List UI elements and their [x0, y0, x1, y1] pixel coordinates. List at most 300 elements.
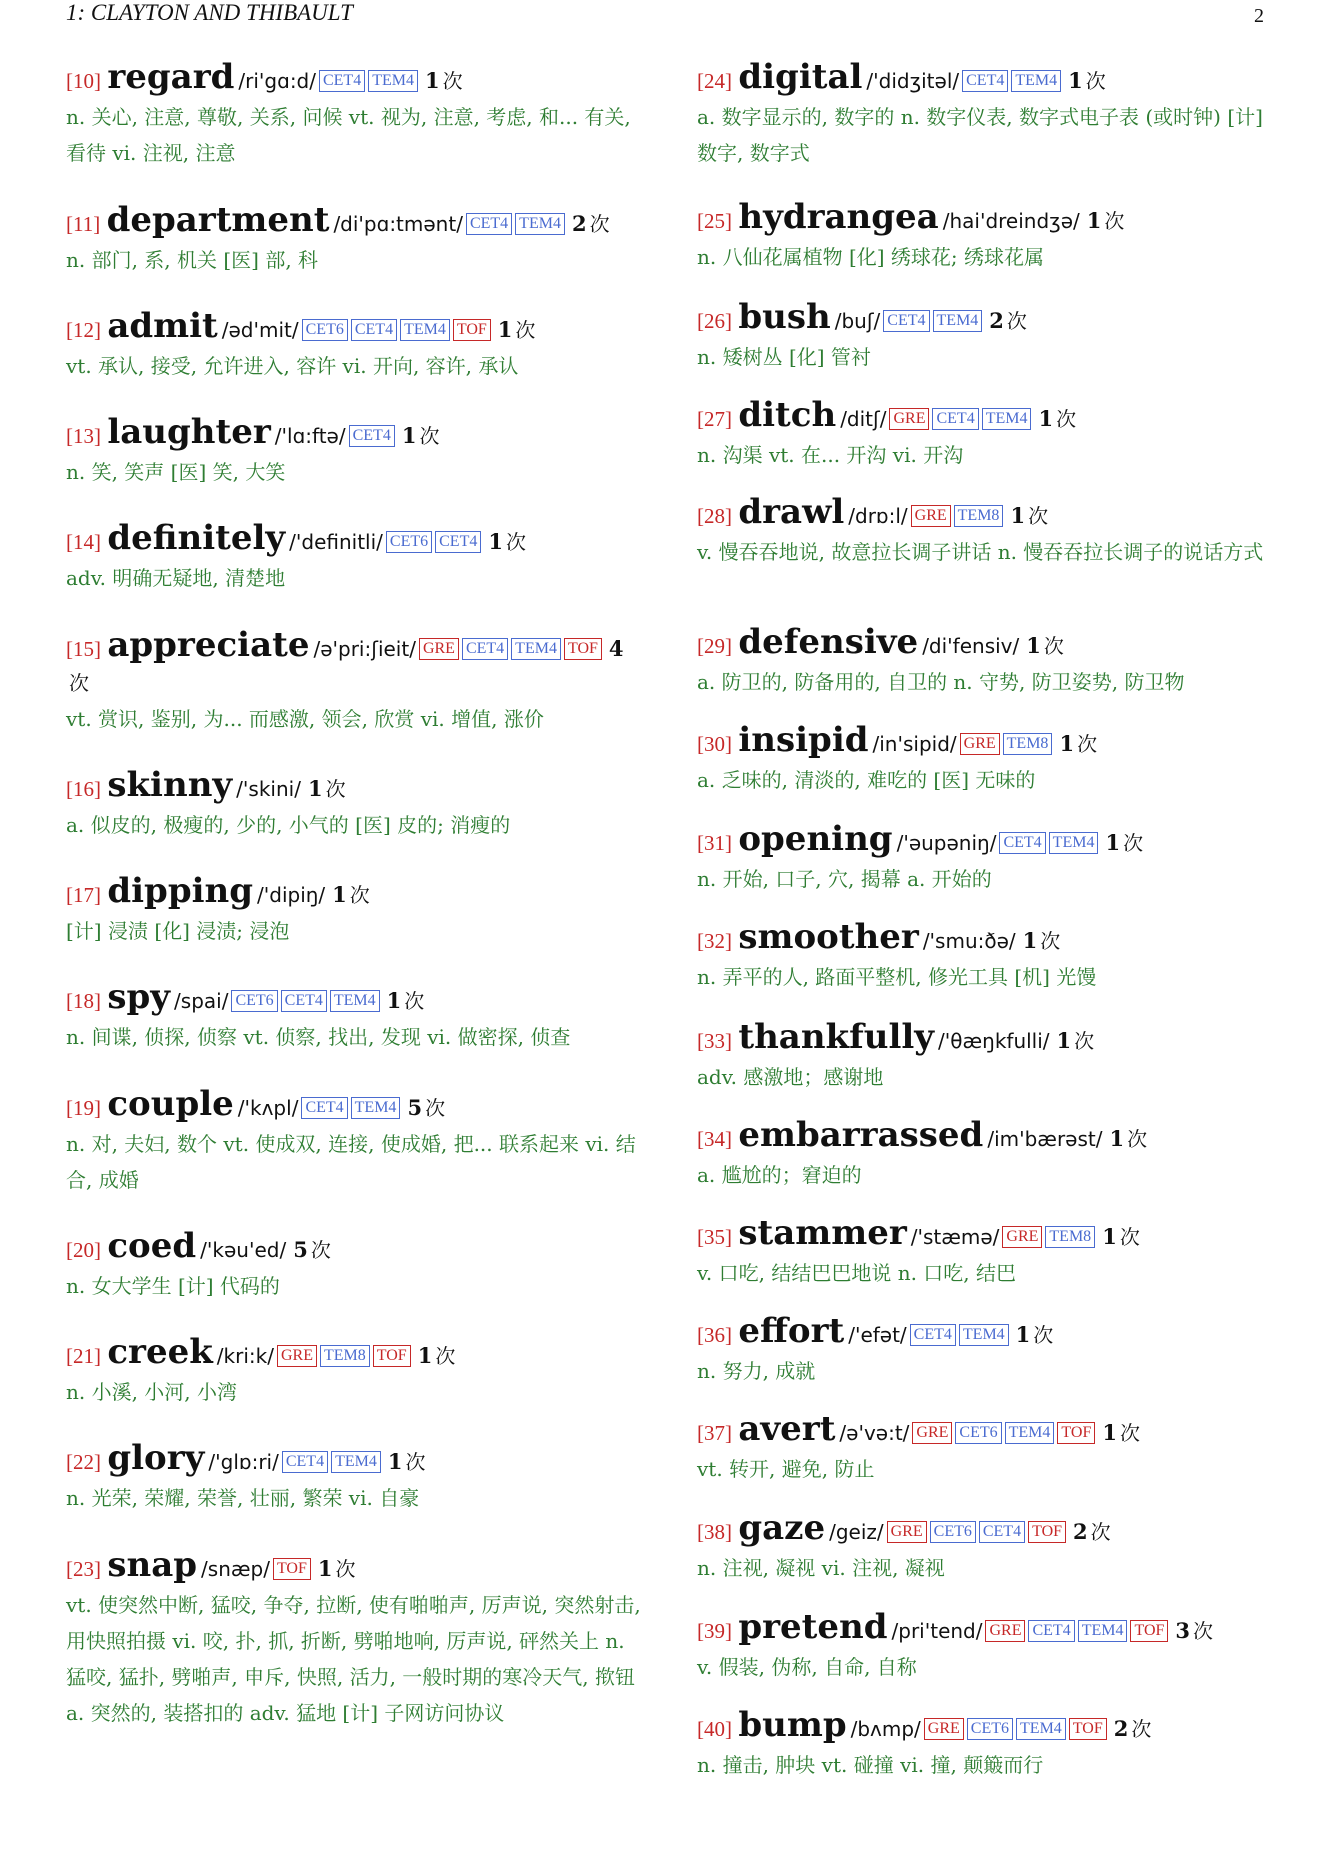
frequency-unit: 次	[1074, 1029, 1095, 1053]
phonetic: /ditʃ/	[840, 407, 887, 431]
entry-headline	[697, 1409, 1275, 1450]
frequency-unit: 次	[505, 530, 526, 554]
frequency-count: 1	[387, 1449, 403, 1474]
exam-tag: CET4	[962, 70, 1008, 92]
exam-tag: TOF	[273, 1558, 311, 1580]
dictionary-entry	[66, 765, 644, 843]
headword: bump	[738, 1705, 847, 1745]
exam-tag: TEM4	[330, 990, 380, 1012]
definition: vt. 使突然中断, 猛咬, 争夺, 拉断, 使有啪啪声, 厉声说, 突然射击, 用快照拍摄 vi. 咬, 扑, 抓, 折断, 劈啪地响, 厉声说, 砰然关上 n. 猛咬, 猛扑, 劈啪声, 申斥, 快照, 活力, 一般时期的寒冷天气, 揿钮 a. 突然的, 装搭扣的 adv. 猛地 [计] 子网访问协议	[66, 1593, 641, 1725]
headword: dipping	[107, 871, 254, 911]
entry-headline	[697, 1705, 1275, 1746]
exam-tag: TEM8	[320, 1345, 370, 1367]
frequency-unit: 次	[1056, 407, 1077, 431]
exam-tag: TEM4	[351, 1097, 401, 1119]
dictionary-entry	[66, 1438, 644, 1516]
phonetic: /'didʒitəl/	[866, 69, 960, 93]
dictionary-entry	[66, 57, 644, 171]
frequency-unit: 次	[515, 318, 536, 342]
entry-headline	[697, 819, 1275, 860]
frequency-unit: 次	[1028, 504, 1049, 528]
entry-index: [15]	[66, 637, 101, 661]
definition: n. 注视, 凝视 vi. 注视, 凝视	[697, 1556, 945, 1580]
exam-tag: CET6	[955, 1422, 1001, 1444]
headword: opening	[738, 819, 893, 859]
exam-tag: CET6	[302, 319, 348, 341]
dictionary-entry	[697, 1115, 1275, 1193]
exam-tag: GRE	[985, 1620, 1025, 1642]
frequency-unit: 次	[310, 1238, 331, 1262]
entry-headline	[66, 1226, 644, 1267]
exam-tag: CET4	[466, 213, 512, 235]
exam-tag: CET4	[932, 408, 978, 430]
exam-tag: CET4	[910, 1324, 956, 1346]
exam-tag: TEM4	[1078, 1620, 1128, 1642]
entry-index: [29]	[697, 634, 732, 658]
entry-headline	[697, 395, 1275, 436]
phonetic: /'kʌpl/	[237, 1096, 299, 1120]
entry-index: [35]	[697, 1225, 732, 1249]
definition: vt. 承认, 接受, 允许进入, 容许 vi. 开向, 容许, 承认	[66, 354, 519, 378]
definition: n. 撞击, 肿块 vt. 碰撞 vi. 撞, 颠簸而行	[697, 1753, 1044, 1777]
frequency-count: 1	[1059, 731, 1075, 756]
frequency-count: 1	[1102, 1224, 1117, 1249]
headword: definitely	[107, 518, 286, 558]
page-number: 2	[1254, 5, 1264, 27]
phonetic: /im'bærəst/	[987, 1127, 1103, 1151]
frequency-count: 1	[1056, 1028, 1072, 1053]
frequency-unit: 次	[1085, 69, 1106, 93]
exam-tag: TOF	[1130, 1620, 1168, 1642]
entry-index: [17]	[66, 883, 101, 907]
headword: glory	[107, 1438, 205, 1478]
frequency-count: 1	[1038, 406, 1054, 431]
frequency-unit: 次	[1006, 309, 1027, 333]
dictionary-entry	[66, 1226, 644, 1304]
headword: department	[106, 200, 330, 240]
definition: v. 口吃, 结结巴巴地说 n. 口吃, 结巴	[697, 1261, 1017, 1285]
entry-index: [11]	[66, 212, 101, 236]
headword: pretend	[738, 1607, 888, 1647]
dictionary-entry	[697, 1705, 1275, 1783]
definition: n. 对, 夫妇, 数个 vt. 使成双, 连接, 使成婚, 把... 联系起来 vi. 结合, 成婚	[66, 1132, 636, 1192]
headword: laughter	[107, 412, 271, 452]
frequency-unit: 次	[1033, 1323, 1054, 1347]
definition: v. 慢吞吞地说, 故意拉长调子讲话 n. 慢吞吞拉长调子的说话方式	[697, 540, 1264, 564]
definition: n. 八仙花属植物 [化] 绣球花; 绣球花属	[697, 245, 1045, 269]
frequency-count: 5	[407, 1095, 423, 1120]
frequency-count: 1	[1015, 1322, 1031, 1347]
definition: v. 假装, 伪称, 自命, 自称	[697, 1655, 917, 1679]
entry-headline	[66, 306, 644, 347]
headword: hydrangea	[738, 197, 939, 237]
phonetic: /'dipiŋ/	[257, 883, 326, 907]
phonetic: /əd'mit/	[221, 318, 299, 342]
exam-tag: GRE	[887, 1521, 927, 1543]
phonetic: /hai'dreindʒə/	[942, 209, 1080, 233]
phonetic: /pri'tend/	[891, 1619, 983, 1643]
entry-index: [26]	[697, 309, 732, 333]
headword: thankfully	[738, 1017, 935, 1057]
headword: coed	[107, 1226, 197, 1266]
frequency-count: 3	[1175, 1618, 1191, 1643]
headword: avert	[738, 1409, 836, 1449]
frequency-count: 1	[307, 776, 323, 801]
frequency-count: 2	[1073, 1519, 1088, 1544]
exam-tag: TOF	[453, 319, 491, 341]
phonetic: /'definitli/	[289, 530, 383, 554]
frequency-count: 1	[1068, 68, 1083, 93]
exam-tag: GRE	[911, 505, 951, 527]
frequency-count: 1	[1105, 830, 1121, 855]
dictionary-entry	[697, 1311, 1275, 1389]
dictionary-entry	[697, 197, 1275, 275]
dictionary-entry	[697, 1508, 1275, 1586]
exam-tag: TEM4	[933, 310, 983, 332]
exam-tag: GRE	[960, 733, 1000, 755]
entry-index: [18]	[66, 989, 101, 1013]
entry-index: [30]	[697, 732, 732, 756]
dictionary-entry	[697, 917, 1275, 995]
entry-headline	[697, 1115, 1275, 1156]
entry-headline	[66, 1332, 644, 1373]
dictionary-entry	[697, 395, 1275, 473]
phonetic: /snæp/	[201, 1557, 270, 1581]
dictionary-entry	[697, 1607, 1275, 1685]
exam-tag: TEM4	[1049, 832, 1099, 854]
exam-tag: TOF	[1057, 1422, 1095, 1444]
definition: a. 乏味的, 清淡的, 难吃的 [医] 无味的	[697, 768, 1036, 792]
phonetic: /kri:k/	[216, 1344, 274, 1368]
definition: n. 笑, 笑声 [医] 笑, 大笑	[66, 460, 286, 484]
definition: n. 沟渠 vt. 在... 开沟 vi. 开沟	[697, 443, 964, 467]
definition: n. 关心, 注意, 尊敬, 关系, 问候 vt. 视为, 注意, 考虑, 和... 有关, 看待 vi. 注视, 注意	[66, 105, 631, 165]
exam-tag: TEM4	[331, 1451, 381, 1473]
entry-headline	[697, 57, 1275, 98]
entry-headline	[66, 765, 644, 806]
exam-tag: TEM4	[982, 408, 1032, 430]
frequency-count: 1	[1022, 928, 1038, 953]
entry-index: [25]	[697, 209, 732, 233]
entry-headline	[66, 625, 644, 700]
entry-index: [31]	[697, 831, 732, 855]
frequency-unit: 次	[335, 1557, 356, 1581]
frequency-count: 1	[1086, 208, 1102, 233]
frequency-unit: 次	[1077, 732, 1098, 756]
headword: embarrassed	[738, 1115, 984, 1155]
frequency-count: 4	[608, 636, 624, 661]
entry-index: [39]	[697, 1619, 732, 1643]
exam-tag: GRE	[277, 1345, 317, 1367]
frequency-unit: 次	[1193, 1619, 1214, 1643]
frequency-count: 1	[1109, 1126, 1125, 1151]
exam-tag: CET4	[435, 531, 481, 553]
headword: couple	[107, 1084, 234, 1124]
entry-index: [23]	[66, 1557, 101, 1581]
headword: drawl	[738, 492, 845, 532]
frequency-unit: 次	[1119, 1225, 1140, 1249]
dictionary-entry	[66, 1332, 644, 1410]
entry-headline	[66, 1545, 644, 1586]
phonetic: /'lɑ:ftə/	[274, 424, 346, 448]
dictionary-entry	[697, 57, 1275, 171]
definition: a. 似皮的, 极瘦的, 少的, 小气的 [医] 皮的; 消瘦的	[66, 813, 511, 837]
definition: n. 开始, 口子, 穴, 揭幕 a. 开始的	[697, 867, 992, 891]
frequency-unit: 次	[349, 883, 370, 907]
exam-tag: TEM8	[1003, 733, 1053, 755]
headword: regard	[107, 57, 235, 97]
frequency-count: 1	[317, 1556, 333, 1581]
phonetic: /spai/	[174, 989, 229, 1013]
definition: adv. 感激地；感谢地	[697, 1065, 884, 1089]
entry-headline	[697, 1311, 1275, 1352]
entry-index: [38]	[697, 1520, 732, 1544]
frequency-count: 1	[488, 529, 503, 554]
frequency-unit: 次	[404, 989, 425, 1013]
entry-headline	[66, 200, 644, 241]
phonetic: /ri'gɑ:d/	[238, 69, 316, 93]
entry-headline	[697, 720, 1275, 761]
frequency-count: 1	[1010, 503, 1026, 528]
frequency-unit: 次	[435, 1344, 456, 1368]
entry-headline	[66, 977, 644, 1018]
definition: n. 女大学生 [计] 代码的	[66, 1274, 280, 1298]
exam-tag: GRE	[924, 1718, 964, 1740]
frequency-unit: 次	[1131, 1717, 1152, 1741]
headword: smoother	[738, 917, 919, 957]
definition: n. 矮树丛 [化] 管衬	[697, 345, 871, 369]
entry-index: [13]	[66, 424, 101, 448]
phonetic: /bʌmp/	[850, 1717, 921, 1741]
dictionary-entry	[697, 1017, 1275, 1095]
phonetic: /'stæmə/	[910, 1225, 1000, 1249]
entry-headline	[697, 1607, 1275, 1648]
entry-headline	[66, 518, 644, 559]
frequency-count: 1	[417, 1343, 433, 1368]
entry-index: [10]	[66, 69, 101, 93]
frequency-unit: 次	[1119, 1421, 1140, 1445]
definition: [计] 浸渍 [化] 浸渍; 浸泡	[66, 919, 290, 943]
headword: creek	[107, 1332, 213, 1372]
exam-tag: TEM8	[954, 505, 1004, 527]
headword: skinny	[107, 765, 233, 805]
definition: a. 尴尬的；窘迫的	[697, 1163, 862, 1187]
entry-index: [36]	[697, 1323, 732, 1347]
phonetic: /di'fensiv/	[922, 634, 1020, 658]
frequency-count: 2	[1113, 1716, 1129, 1741]
exam-tag: CET6	[967, 1718, 1013, 1740]
headword: ditch	[738, 395, 837, 435]
dictionary-entry	[66, 871, 644, 949]
dictionary-entry	[697, 720, 1275, 798]
headword: bush	[738, 297, 831, 337]
dictionary-entry	[66, 1084, 644, 1198]
definition: vt. 赏识, 鉴别, 为... 而感激, 领会, 欣赏 vi. 增值, 涨价	[66, 707, 544, 731]
frequency-count: 2	[989, 308, 1004, 333]
exam-tag: CET4	[883, 310, 929, 332]
frequency-unit: 次	[1123, 831, 1144, 855]
exam-tag: TOF	[1028, 1521, 1066, 1543]
entry-headline	[66, 1084, 644, 1125]
exam-tag: CET6	[386, 531, 432, 553]
frequency-unit: 次	[1104, 209, 1125, 233]
entry-headline	[697, 1213, 1275, 1254]
definition: n. 努力, 成就	[697, 1359, 816, 1383]
definition: adv. 明确无疑地, 清楚地	[66, 566, 286, 590]
exam-tag: GRE	[1002, 1226, 1042, 1248]
phonetic: /'kəu'ed/	[200, 1238, 287, 1262]
entry-index: [33]	[697, 1029, 732, 1053]
definition: n. 小溪, 小河, 小湾	[66, 1380, 238, 1404]
headword: snap	[107, 1545, 198, 1585]
exam-tag: CET4	[301, 1097, 347, 1119]
frequency-unit: 次	[1127, 1127, 1148, 1151]
frequency-count: 1	[401, 423, 417, 448]
dictionary-entry	[697, 622, 1275, 700]
entry-index: [19]	[66, 1096, 101, 1120]
entry-headline	[66, 412, 644, 453]
definition: n. 光荣, 荣耀, 荣誉, 壮丽, 繁荣 vi. 自豪	[66, 1486, 420, 1510]
exam-tag: CET4	[462, 638, 508, 660]
frequency-unit: 次	[589, 212, 610, 236]
phonetic: /drɒ:l/	[848, 504, 908, 528]
exam-tag: CET4	[979, 1521, 1025, 1543]
exam-tag: CET4	[349, 425, 395, 447]
exam-tag: CET4	[999, 832, 1045, 854]
frequency-count: 1	[497, 317, 513, 342]
headword: defensive	[738, 622, 919, 662]
frequency-count: 1	[1026, 633, 1041, 658]
dictionary-entry	[66, 977, 644, 1055]
exam-tag: TEM4	[511, 638, 561, 660]
entry-headline	[697, 1508, 1275, 1549]
dictionary-entry	[66, 1545, 644, 1731]
entry-index: [32]	[697, 929, 732, 953]
definition: vt. 转开, 避免, 防止	[697, 1457, 875, 1481]
phonetic: /'θæŋkfulli/	[938, 1029, 1050, 1053]
entry-headline	[697, 917, 1275, 958]
entry-headline	[697, 492, 1275, 533]
frequency-unit: 次	[1043, 634, 1064, 658]
exam-tag: TEM4	[515, 213, 565, 235]
phonetic: /'efət/	[848, 1323, 907, 1347]
exam-tag: CET4	[351, 319, 397, 341]
exam-tag: TOF	[373, 1345, 411, 1367]
exam-tag: CET4	[319, 70, 365, 92]
exam-tag: CET4	[282, 1451, 328, 1473]
definition: a. 防卫的, 防备用的, 自卫的 n. 守势, 防卫姿势, 防卫物	[697, 670, 1185, 694]
entry-index: [14]	[66, 530, 101, 554]
definition: n. 间谍, 侦探, 侦察 vt. 侦察, 找出, 发现 vi. 做密探, 侦查	[66, 1025, 571, 1049]
exam-tag: CET4	[1028, 1620, 1074, 1642]
phonetic: /'glɒ:ri/	[208, 1450, 279, 1474]
phonetic: /ə'pri:ʃieit/	[313, 637, 416, 661]
frequency-unit: 次	[1090, 1520, 1111, 1544]
exam-tag: TEM4	[959, 1324, 1009, 1346]
dictionary-entry	[66, 412, 644, 490]
entry-headline	[66, 871, 644, 912]
exam-tag: GRE	[889, 408, 929, 430]
definition: a. 数字显示的, 数字的 n. 数字仪表, 数字式电子表 (或时钟) [计] 数字, 数字式	[697, 105, 1263, 165]
frequency-unit: 次	[69, 671, 89, 695]
phonetic: /geiz/	[829, 1520, 884, 1544]
entry-headline	[697, 297, 1275, 338]
entry-index: [27]	[697, 407, 732, 431]
frequency-unit: 次	[405, 1450, 426, 1474]
exam-tag: TEM8	[1045, 1226, 1095, 1248]
exam-tag: TEM4	[1016, 1718, 1066, 1740]
exam-tag: TEM4	[1011, 70, 1061, 92]
frequency-count: 2	[571, 211, 587, 236]
dictionary-entry	[66, 200, 644, 278]
page-header	[66, 0, 1264, 30]
headword: digital	[738, 57, 863, 97]
entry-index: [24]	[697, 69, 732, 93]
dictionary-entry	[66, 625, 644, 737]
definition: n. 部门, 系, 机关 [医] 部, 科	[66, 248, 319, 272]
dictionary-entry	[697, 819, 1275, 897]
phonetic: /'skini/	[236, 777, 301, 801]
headword: gaze	[738, 1508, 826, 1548]
dictionary-entry	[697, 1213, 1275, 1291]
phonetic: /buʃ/	[834, 309, 881, 333]
dictionary-entry	[66, 306, 644, 384]
entry-headline	[66, 57, 644, 98]
entry-headline	[697, 1017, 1275, 1058]
frequency-unit: 次	[1040, 929, 1061, 953]
entry-index: [34]	[697, 1127, 732, 1151]
headword: insipid	[738, 720, 869, 760]
exam-tag: GRE	[912, 1422, 952, 1444]
entry-headline	[697, 622, 1275, 663]
frequency-unit: 次	[419, 424, 440, 448]
entry-index: [37]	[697, 1421, 732, 1445]
phonetic: /'smu:ðə/	[922, 929, 1016, 953]
entry-index: [21]	[66, 1344, 101, 1368]
dictionary-entry	[697, 1409, 1275, 1487]
entry-index: [16]	[66, 777, 101, 801]
frequency-count: 1	[424, 68, 440, 93]
exam-tag: TEM4	[1005, 1422, 1055, 1444]
exam-tag: CET6	[930, 1521, 976, 1543]
phonetic: /di'pɑ:tmənt/	[333, 212, 463, 236]
dictionary-entry	[697, 492, 1275, 570]
entry-index: [28]	[697, 504, 732, 528]
dictionary-entry	[697, 297, 1275, 375]
dictionary-entry	[66, 518, 644, 596]
exam-tag: GRE	[419, 638, 459, 660]
headword: stammer	[738, 1213, 907, 1253]
frequency-count: 5	[293, 1237, 308, 1262]
phonetic: /ə'və:t/	[839, 1421, 910, 1445]
exam-tag: TOF	[1069, 1718, 1107, 1740]
phonetic: /'əupəniŋ/	[896, 831, 997, 855]
exam-tag: CET4	[281, 990, 327, 1012]
frequency-count: 1	[386, 988, 402, 1013]
frequency-unit: 次	[325, 777, 346, 801]
headword: admit	[107, 306, 218, 346]
exam-tag: CET6	[231, 990, 277, 1012]
entry-index: [20]	[66, 1238, 101, 1262]
entry-headline	[697, 197, 1275, 238]
frequency-count: 1	[332, 882, 347, 907]
phonetic: /in'sipid/	[872, 732, 957, 756]
frequency-unit: 次	[442, 69, 463, 93]
headword: spy	[107, 977, 171, 1017]
frequency-count: 1	[1102, 1420, 1117, 1445]
definition: n. 弄平的人, 路面平整机, 修光工具 [机] 光馒	[697, 965, 1097, 989]
entry-index: [40]	[697, 1717, 732, 1741]
